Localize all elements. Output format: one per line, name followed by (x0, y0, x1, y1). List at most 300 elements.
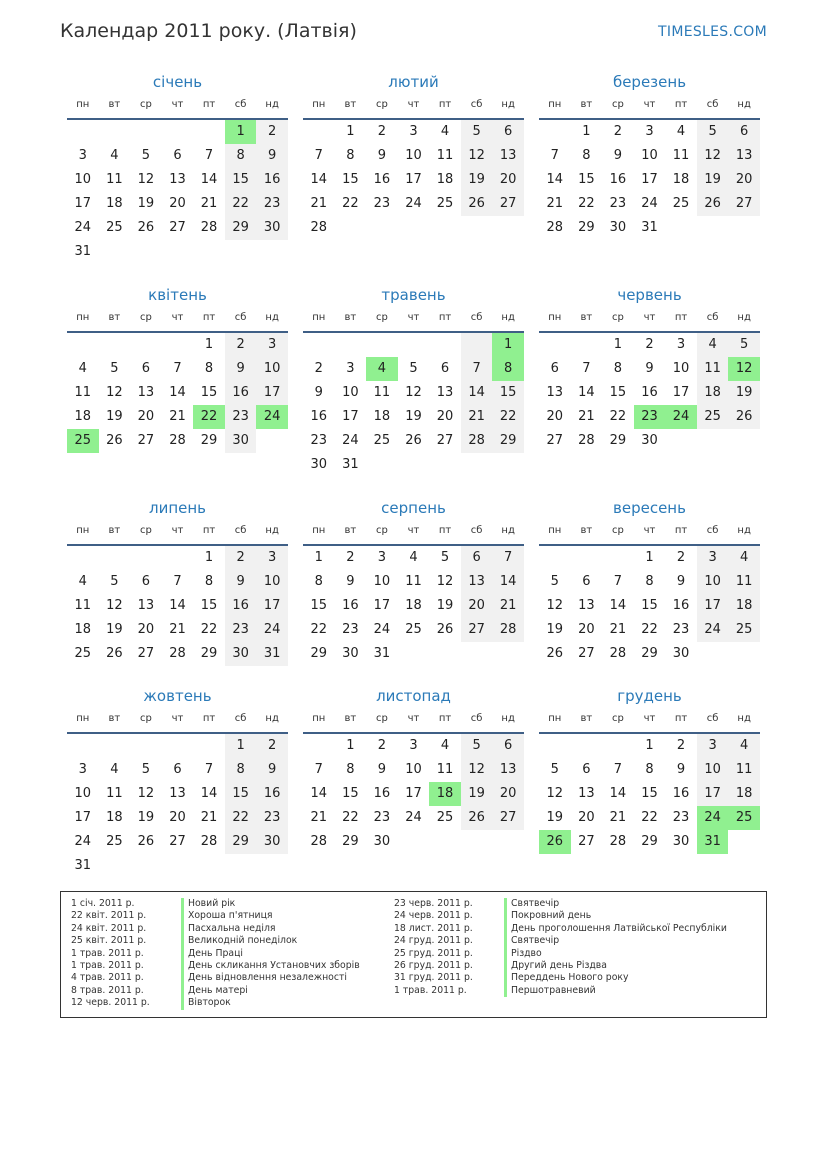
calendar-day: 19 (436, 598, 454, 613)
calendar-day: 28 (310, 220, 328, 235)
weekday-label: сб (470, 525, 483, 536)
holiday-day: 25 (67, 429, 99, 453)
weekday-label: нд (265, 525, 279, 536)
calendar-day: 2 (314, 361, 323, 376)
holiday-date: 1 трав. 2011 р. (71, 947, 144, 959)
calendar-day: 23 (672, 810, 690, 825)
calendar-day: 8 (346, 148, 355, 163)
month-calendar (539, 684, 760, 878)
calendar-day: 29 (200, 646, 218, 661)
calendar-day: 17 (74, 810, 92, 825)
calendar-day: 10 (697, 570, 729, 594)
calendar-day: 26 (697, 192, 729, 216)
calendar-day: 16 (256, 782, 288, 806)
calendar-day: 7 (314, 148, 323, 163)
calendar-day: 29 (342, 834, 359, 849)
holiday-day: 4 (366, 357, 398, 381)
calendar-day: 22 (492, 405, 524, 429)
weekday-label: чт (171, 312, 184, 323)
month-name: березень (612, 73, 687, 91)
calendar-day: 23 (609, 196, 627, 211)
calendar-day: 29 (492, 429, 524, 453)
legend-row (394, 948, 727, 960)
calendar-day: 15 (492, 381, 524, 405)
weekday-header (67, 708, 288, 734)
calendar-day: 4 (78, 361, 87, 376)
calendar-day: 9 (225, 570, 257, 594)
weekday-label: ср (375, 713, 388, 724)
calendar-day: 30 (672, 646, 690, 661)
weekday-label: пт (674, 99, 688, 110)
weekday-label: ср (611, 713, 624, 724)
calendar-day: 3 (377, 550, 387, 565)
month-calendar (303, 684, 524, 878)
calendar-day: 23 (225, 618, 257, 642)
calendar-day: 25 (728, 618, 760, 642)
holiday-legend (60, 891, 767, 1018)
calendar-day: 17 (74, 196, 92, 211)
month-name: листопад (376, 687, 451, 705)
calendar-day: 1 (645, 738, 654, 753)
calendar-day: 16 (342, 598, 359, 613)
calendar-day: 12 (461, 144, 493, 168)
calendar-day: 4 (409, 550, 418, 565)
weekday-label: сб (470, 312, 483, 323)
calendar-day: 10 (405, 148, 422, 163)
calendar-day: 7 (314, 762, 323, 777)
holiday-date: 22 квіт. 2011 р. (71, 910, 147, 922)
legend-column (71, 898, 360, 1010)
calendar-day: 18 (373, 409, 391, 424)
calendar-day: 17 (641, 172, 658, 187)
calendar-day: 13 (137, 598, 155, 613)
calendar-day: 3 (697, 734, 729, 758)
calendar-day: 9 (314, 385, 323, 400)
legend-row (71, 972, 360, 984)
weekday-label: вт (580, 99, 593, 110)
calendar-day: 5 (141, 762, 151, 777)
legend-row (71, 910, 360, 922)
weekday-header (303, 520, 524, 546)
brand-link[interactable]: TIMESLES.COM (658, 24, 767, 40)
calendar-day: 23 (672, 622, 690, 637)
calendar-day: 15 (225, 782, 257, 806)
weekday-label: чт (643, 713, 656, 724)
legend-row (71, 935, 360, 947)
calendar-day: 9 (377, 148, 387, 163)
weekday-label: сб (234, 713, 247, 724)
calendar-day: 20 (169, 196, 186, 211)
day-grid (539, 734, 760, 878)
legend-row (394, 898, 727, 910)
holiday-date: 24 груд. 2011 р. (394, 935, 473, 947)
calendar-day: 15 (310, 598, 328, 613)
calendar-day: 21 (546, 196, 564, 211)
calendar-day: 28 (609, 834, 627, 849)
legend-row (394, 935, 727, 947)
calendar-day: 14 (609, 598, 627, 613)
calendar-day: 5 (110, 361, 119, 376)
weekday-label: вт (108, 312, 121, 323)
holiday-date: 12 черв. 2011 р. (71, 997, 150, 1009)
weekday-label: пн (312, 99, 326, 110)
calendar-day: 20 (728, 168, 760, 192)
calendar-day: 28 (200, 834, 218, 849)
legend-row (394, 923, 727, 935)
calendar-day: 6 (440, 361, 450, 376)
calendar-day: 1 (582, 124, 591, 139)
calendar-day: 27 (546, 433, 564, 448)
calendar-day: 12 (405, 385, 422, 400)
month-calendar (67, 496, 288, 690)
weekday-header (539, 307, 760, 333)
calendar-day: 2 (225, 546, 257, 570)
calendar-day: 7 (613, 762, 623, 777)
calendar-day: 17 (672, 385, 690, 400)
calendar-day: 25 (697, 405, 729, 429)
weekday-header (67, 307, 288, 333)
weekday-label: нд (737, 713, 751, 724)
weekday-label: пт (674, 713, 688, 724)
weekday-label: чт (643, 312, 656, 323)
weekday-label: пн (312, 525, 326, 536)
calendar-day: 20 (137, 409, 155, 424)
calendar-day: 10 (672, 361, 690, 376)
calendar-day: 11 (697, 357, 729, 381)
calendar-day: 27 (578, 646, 595, 661)
weekday-label: пн (548, 525, 562, 536)
calendar-day: 12 (137, 786, 155, 801)
calendar-day: 2 (377, 738, 387, 753)
calendar-day: 6 (141, 574, 151, 589)
weekday-label: ср (139, 525, 152, 536)
holiday-name: Вівторок (181, 997, 231, 1009)
month-calendar (539, 70, 760, 264)
calendar-day: 10 (697, 758, 729, 782)
calendar-day: 18 (697, 381, 729, 405)
calendar-day: 30 (641, 433, 658, 448)
calendar-day: 19 (546, 810, 564, 825)
calendar-day: 7 (550, 148, 559, 163)
calendar-day: 9 (377, 762, 387, 777)
calendar-day: 5 (550, 574, 559, 589)
calendar-day: 5 (141, 148, 151, 163)
calendar-day: 27 (492, 192, 524, 216)
weekday-label: сб (470, 713, 483, 724)
calendar-day: 19 (546, 622, 564, 637)
holiday-name: Пасхальна неділя (181, 923, 276, 935)
calendar-day: 10 (405, 762, 422, 777)
calendar-day: 3 (409, 124, 418, 139)
holiday-date: 31 груд. 2011 р. (394, 972, 473, 984)
month-calendar (303, 283, 524, 477)
calendar-day: 3 (78, 148, 87, 163)
calendar-day: 28 (609, 646, 627, 661)
month-calendar (67, 283, 288, 477)
weekday-header (303, 94, 524, 120)
weekday-label: вт (108, 525, 121, 536)
calendar-day: 6 (582, 574, 591, 589)
month-name: травень (381, 286, 446, 304)
calendar-day: 22 (641, 810, 658, 825)
calendar-day: 19 (106, 622, 123, 637)
month-name: липень (148, 499, 207, 517)
month-name: червень (617, 286, 682, 304)
holiday-date: 24 квіт. 2011 р. (71, 922, 147, 934)
holiday-name: День матері (181, 985, 248, 997)
calendar-day: 30 (310, 457, 328, 472)
calendar-day: 25 (106, 220, 123, 235)
calendar-day: 11 (728, 758, 760, 782)
weekday-header (67, 520, 288, 546)
calendar-day: 13 (578, 786, 595, 801)
holiday-day: 25 (728, 806, 760, 830)
calendar-day: 1 (346, 124, 355, 139)
holiday-day: 24 (665, 405, 697, 429)
month-name: лютий (388, 73, 439, 91)
holiday-date: 24 черв. 2011 р. (394, 910, 473, 922)
calendar-day: 2 (346, 550, 355, 565)
month-calendar (303, 70, 524, 264)
calendar-day: 21 (609, 622, 627, 637)
weekday-label: сб (706, 525, 719, 536)
calendar-day: 23 (373, 810, 391, 825)
weekday-label: пт (438, 525, 452, 536)
holiday-name: День проголошення Латвійської Республіки (504, 923, 727, 935)
legend-row (71, 960, 360, 972)
calendar-day: 4 (728, 546, 760, 570)
weekday-label: чт (407, 525, 420, 536)
calendar-day: 28 (492, 618, 524, 642)
calendar-day: 3 (409, 738, 418, 753)
legend-row (394, 910, 727, 922)
weekday-header (539, 520, 760, 546)
calendar-day: 2 (256, 734, 288, 758)
calendar-day: 14 (310, 786, 328, 801)
calendar-day: 12 (461, 758, 493, 782)
holiday-name: День скликання Установчих зборів (181, 960, 360, 972)
calendar-day: 21 (310, 810, 328, 825)
weekday-label: ср (375, 525, 388, 536)
calendar-day: 14 (578, 385, 595, 400)
calendar-day: 17 (256, 381, 288, 405)
weekday-label: пн (548, 312, 562, 323)
weekday-label: сб (470, 99, 483, 110)
calendar-day: 11 (728, 570, 760, 594)
calendar-day: 28 (310, 834, 328, 849)
day-grid (303, 734, 524, 878)
calendar-day: 2 (377, 124, 387, 139)
calendar-day: 12 (697, 144, 729, 168)
calendar-day: 16 (672, 598, 690, 613)
holiday-day: 12 (728, 357, 760, 381)
day-grid (67, 120, 288, 264)
day-grid (67, 546, 288, 690)
calendar-day: 24 (74, 220, 92, 235)
calendar-day: 23 (256, 806, 288, 830)
weekday-label: чт (407, 312, 420, 323)
holiday-date: 23 черв. 2011 р. (394, 898, 473, 909)
weekday-label: вт (580, 312, 593, 323)
calendar-day: 17 (405, 172, 422, 187)
weekday-label: вт (344, 99, 357, 110)
calendar-day: 5 (461, 734, 493, 758)
calendar-day: 22 (310, 622, 328, 637)
holiday-name: Першотравневий (504, 985, 596, 997)
calendar-day: 19 (728, 381, 760, 405)
calendar-day: 27 (137, 433, 155, 448)
weekday-label: чт (171, 525, 184, 536)
page-title: Календар 2011 року. (Латвія) (60, 20, 357, 42)
weekday-label: нд (501, 713, 515, 724)
calendar-day: 29 (641, 646, 658, 661)
calendar-day: 5 (461, 120, 493, 144)
calendar-day: 12 (137, 172, 155, 187)
weekday-label: пт (202, 99, 216, 110)
calendar-day: 7 (204, 762, 214, 777)
holiday-name: Великодній понеділок (181, 935, 297, 947)
calendar-day: 14 (200, 786, 218, 801)
calendar-day: 20 (461, 594, 493, 618)
weekend-blank (461, 333, 493, 357)
calendar-day: 29 (200, 433, 218, 448)
calendar-day: 29 (310, 646, 328, 661)
holiday-date: 8 трав. 2011 р. (71, 984, 144, 996)
calendar-day: 5 (440, 550, 450, 565)
calendar-day: 15 (342, 172, 359, 187)
calendar-day: 22 (609, 409, 627, 424)
weekday-label: пт (202, 525, 216, 536)
calendar-day: 14 (492, 570, 524, 594)
calendar-day: 3 (256, 546, 288, 570)
calendar-day: 16 (609, 172, 627, 187)
calendar-day: 27 (578, 834, 595, 849)
day-grid (303, 546, 524, 690)
weekday-label: сб (706, 713, 719, 724)
calendar-day: 3 (697, 546, 729, 570)
calendar-day: 8 (204, 361, 214, 376)
calendar-day: 19 (461, 168, 493, 192)
calendar-day: 25 (436, 810, 454, 825)
calendar-day: 5 (110, 574, 119, 589)
calendar-day: 14 (546, 172, 564, 187)
calendar-day: 24 (405, 196, 422, 211)
calendar-day: 24 (697, 618, 729, 642)
calendar-day: 27 (137, 646, 155, 661)
calendar-day: 19 (137, 810, 155, 825)
calendar-day: 2 (676, 738, 686, 753)
calendar-day: 8 (225, 144, 257, 168)
weekday-label: пт (674, 312, 688, 323)
calendar-day: 17 (697, 782, 729, 806)
calendar-day: 11 (672, 148, 690, 163)
weekday-label: пн (548, 713, 562, 724)
calendar-day: 12 (106, 385, 123, 400)
calendar-day: 13 (436, 385, 454, 400)
holiday-name: Святвечір (504, 898, 559, 910)
weekday-header (67, 94, 288, 120)
calendar-day: 2 (225, 333, 257, 357)
calendar-day: 18 (728, 782, 760, 806)
calendar-day: 8 (582, 148, 591, 163)
calendar-day: 6 (173, 762, 182, 777)
holiday-date: 26 груд. 2011 р. (394, 959, 473, 971)
weekday-label: вт (108, 713, 121, 724)
calendar-day: 31 (373, 646, 391, 661)
calendar-day: 30 (256, 830, 288, 854)
calendar-day: 5 (728, 333, 760, 357)
calendar-day: 21 (461, 405, 493, 429)
weekday-label: ср (375, 99, 388, 110)
weekday-label: ср (611, 312, 624, 323)
calendar-day: 23 (342, 622, 359, 637)
calendar-day: 10 (74, 786, 92, 801)
legend-row (394, 960, 727, 972)
calendar-day: 11 (436, 762, 454, 777)
weekday-label: нд (501, 525, 515, 536)
calendar-day: 4 (110, 148, 119, 163)
calendar-day: 8 (314, 574, 323, 589)
calendar-day: 9 (676, 762, 686, 777)
calendar-day: 22 (342, 196, 359, 211)
calendar-day: 24 (342, 433, 359, 448)
calendar-day: 28 (461, 429, 493, 453)
holiday-day: 22 (193, 405, 225, 429)
calendar-day: 7 (173, 574, 182, 589)
calendar-day: 6 (582, 762, 591, 777)
calendar-day: 19 (461, 782, 493, 806)
calendar-day: 27 (728, 192, 760, 216)
calendar-day: 3 (346, 361, 355, 376)
calendar-day: 1 (204, 337, 214, 352)
calendar-day: 12 (546, 786, 564, 801)
legend-row (71, 985, 360, 997)
legend-row (71, 997, 360, 1009)
calendar-day: 27 (492, 806, 524, 830)
weekday-label: пн (548, 99, 562, 110)
holiday-date: 1 трав. 2011 р. (394, 984, 467, 996)
calendar-day: 24 (256, 618, 288, 642)
calendar-day: 13 (728, 144, 760, 168)
calendar-day: 4 (78, 574, 87, 589)
legend-row (71, 898, 360, 910)
calendar-day: 26 (106, 433, 123, 448)
calendar-day: 30 (373, 834, 391, 849)
calendar-day: 14 (169, 385, 186, 400)
calendar-day: 9 (613, 148, 623, 163)
calendar-day: 13 (492, 144, 524, 168)
calendar-day: 21 (578, 409, 595, 424)
holiday-name: Другий день Різдва (504, 960, 607, 972)
calendar-day: 11 (74, 598, 92, 613)
calendar-day: 6 (492, 120, 524, 144)
calendar-day: 10 (256, 570, 288, 594)
weekday-label: нд (501, 312, 515, 323)
calendar-day: 7 (613, 574, 623, 589)
holiday-day: 1 (225, 120, 257, 144)
weekday-label: нд (737, 312, 751, 323)
calendar-day: 16 (672, 786, 690, 801)
weekday-label: пт (202, 312, 216, 323)
legend-row (394, 972, 727, 984)
calendar-day: 1 (645, 550, 654, 565)
calendar-day: 11 (373, 385, 391, 400)
calendar-day: 31 (74, 244, 92, 259)
calendar-day: 18 (728, 594, 760, 618)
calendar-day: 21 (200, 810, 218, 825)
calendar-day: 18 (672, 172, 690, 187)
calendar-day: 16 (373, 172, 391, 187)
